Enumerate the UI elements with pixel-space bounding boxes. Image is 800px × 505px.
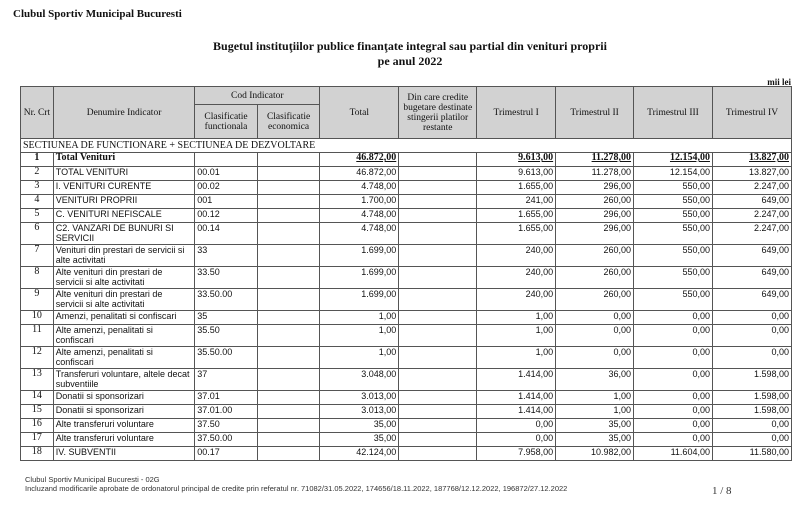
code-functional: 35 [195,311,258,325]
q2-value: 296,00 [556,209,634,223]
arrears-value [399,391,477,405]
row-number: 4 [21,195,54,209]
code-economic [257,325,320,347]
row-number: 6 [21,223,54,245]
q4-value: 0,00 [712,419,791,433]
row-number: 8 [21,267,54,289]
q2-value: 0,00 [556,325,634,347]
code-economic [257,181,320,195]
code-economic [257,267,320,289]
arrears-value [399,289,477,311]
indicator-name: Donatii si sponsorizari [53,405,194,419]
q3-value: 12.154,00 [634,167,713,181]
q4-value: 649,00 [712,245,791,267]
q1-value: 1.414,00 [477,369,556,391]
col-cod-economic: Clasificatie economica [257,105,320,139]
q3-value: 550,00 [634,267,713,289]
col-total: Total [320,87,399,139]
code-functional: 00.12 [195,209,258,223]
total-value: 4.748,00 [320,181,399,195]
footer-note: Incluzand modificarile aprobate de ordonatorul principal de credite prin referatul nr. 71082/31.05.2022, 174656/18.11.2022, 187768/12.12.2022, 196872/27.12.2022 [25,484,568,493]
q2-value: 36,00 [556,369,634,391]
row-number: 3 [21,181,54,195]
code-functional: 33.50.00 [195,289,258,311]
q1-value: 9.613,00 [477,153,556,167]
q1-value: 9.613,00 [477,167,556,181]
code-economic [257,209,320,223]
code-economic [257,369,320,391]
q3-value: 0,00 [634,369,713,391]
col-q4: Trimestrul IV [712,87,791,139]
table-header [21,87,792,139]
row-number: 14 [21,391,54,405]
arrears-value [399,167,477,181]
col-name: Denumire Indicator [53,87,194,139]
total-value: 42.124,00 [320,447,399,461]
q1-value: 1,00 [477,347,556,369]
code-economic [257,223,320,245]
total-value: 1,00 [320,311,399,325]
indicator-name: Alte transferuri voluntare [53,419,194,433]
row-number: 12 [21,347,54,369]
row-number: 1 [21,153,54,167]
row-number: 7 [21,245,54,267]
total-value: 1.700,00 [320,195,399,209]
table-row [21,181,792,195]
arrears-value [399,419,477,433]
units-label: mii lei [767,77,791,87]
code-functional: 00.14 [195,223,258,245]
table-row [21,325,792,347]
code-functional: 001 [195,195,258,209]
arrears-value [399,195,477,209]
table-row [21,153,792,167]
code-economic [257,311,320,325]
q2-value: 260,00 [556,245,634,267]
total-value: 1.699,00 [320,289,399,311]
q3-value: 0,00 [634,405,713,419]
q1-value: 240,00 [477,245,556,267]
row-number: 2 [21,167,54,181]
indicator-name: Alte venituri din prestari de servicii si alte activitati [53,289,194,311]
q1-value: 1.655,00 [477,209,556,223]
q3-value: 550,00 [634,223,713,245]
arrears-value [399,433,477,447]
col-cod-functional: Clasificatie functionala [195,105,258,139]
total-value: 4.748,00 [320,223,399,245]
code-functional: 37.50 [195,419,258,433]
row-number: 18 [21,447,54,461]
indicator-name: IV. SUBVENTII [53,447,194,461]
indicator-name: Transferuri voluntare, altele decat subventiile [53,369,194,391]
q4-value: 649,00 [712,267,791,289]
q3-value: 0,00 [634,433,713,447]
q2-value: 10.982,00 [556,447,634,461]
arrears-value [399,267,477,289]
q1-value: 0,00 [477,433,556,447]
arrears-value [399,369,477,391]
indicator-name: Venituri din prestari de servicii si alte activitati [53,245,194,267]
q1-value: 1.414,00 [477,391,556,405]
indicator-name: Donatii si sponsorizari [53,391,194,405]
total-value: 3.013,00 [320,391,399,405]
indicator-name: Amenzi, penalitati si confiscari [53,311,194,325]
q4-value: 11.580,00 [712,447,791,461]
col-q1: Trimestrul I [477,87,556,139]
arrears-value [399,223,477,245]
q4-value: 649,00 [712,289,791,311]
code-economic [257,245,320,267]
q1-value: 1.655,00 [477,223,556,245]
col-q2: Trimestrul II [556,87,634,139]
code-functional: 00.17 [195,447,258,461]
total-value: 35,00 [320,419,399,433]
q4-value: 0,00 [712,433,791,447]
row-number: 9 [21,289,54,311]
code-functional: 37 [195,369,258,391]
total-value: 3.013,00 [320,405,399,419]
indicator-name: C2. VANZARI DE BUNURI SI SERVICII [53,223,194,245]
indicator-name: I. VENITURI CURENTE [53,181,194,195]
total-value: 3.048,00 [320,369,399,391]
q1-value: 0,00 [477,419,556,433]
q2-value: 35,00 [556,419,634,433]
table-row [21,447,792,461]
arrears-value [399,447,477,461]
table-row [21,245,792,267]
row-number: 15 [21,405,54,419]
q2-value: 11.278,00 [556,153,634,167]
code-functional: 37.01.00 [195,405,258,419]
q1-value: 7.958,00 [477,447,556,461]
q1-value: 1.655,00 [477,181,556,195]
table-row [21,405,792,419]
q1-value: 240,00 [477,289,556,311]
table-row [21,209,792,223]
table-row [21,223,792,245]
code-economic [257,167,320,181]
q2-value: 260,00 [556,195,634,209]
q2-value: 296,00 [556,223,634,245]
code-functional: 00.01 [195,167,258,181]
q4-value: 1.598,00 [712,391,791,405]
indicator-name: Total Venituri [53,153,194,167]
q3-value: 550,00 [634,289,713,311]
q4-value: 1.598,00 [712,405,791,419]
code-economic [257,419,320,433]
code-economic [257,195,320,209]
table-body [21,139,792,461]
code-functional: 33 [195,245,258,267]
q2-value: 1,00 [556,405,634,419]
table-row [21,433,792,447]
col-arrears: Din care credite bugetare destinate stingerii platilor restante [399,87,477,139]
row-number: 10 [21,311,54,325]
q1-value: 1,00 [477,325,556,347]
table-row [21,311,792,325]
table-row [21,369,792,391]
q3-value: 11.604,00 [634,447,713,461]
total-value: 35,00 [320,433,399,447]
q2-value: 11.278,00 [556,167,634,181]
q1-value: 240,00 [477,267,556,289]
q2-value: 0,00 [556,311,634,325]
arrears-value [399,181,477,195]
indicator-name: Alte amenzi, penalitati si confiscari [53,325,194,347]
q4-value: 1.598,00 [712,369,791,391]
table-row [21,289,792,311]
total-value: 1,00 [320,347,399,369]
total-value: 1,00 [320,325,399,347]
arrears-value [399,153,477,167]
total-value: 46.872,00 [320,167,399,181]
code-functional [195,153,258,167]
arrears-value [399,405,477,419]
code-functional: 35.50 [195,325,258,347]
q2-value: 0,00 [556,347,634,369]
q2-value: 296,00 [556,181,634,195]
q3-value: 0,00 [634,419,713,433]
row-number: 5 [21,209,54,223]
q4-value: 0,00 [712,325,791,347]
q3-value: 550,00 [634,209,713,223]
q4-value: 0,00 [712,311,791,325]
table-row [21,195,792,209]
q4-value: 0,00 [712,347,791,369]
col-q3: Trimestrul III [634,87,713,139]
code-functional: 00.02 [195,181,258,195]
indicator-name: VENITURI PROPRII [53,195,194,209]
organization-name: Clubul Sportiv Municipal Bucuresti [13,8,182,20]
q1-value: 1,00 [477,311,556,325]
q1-value: 1.414,00 [477,405,556,419]
code-economic [257,405,320,419]
indicator-name: Alte transferuri voluntare [53,433,194,447]
q4-value: 649,00 [712,195,791,209]
arrears-value [399,209,477,223]
table-row [21,391,792,405]
q4-value: 2.247,00 [712,223,791,245]
code-functional: 37.01 [195,391,258,405]
q4-value: 2.247,00 [712,181,791,195]
footer-organization: Clubul Sportiv Municipal Bucuresti - 02G [25,475,160,484]
indicator-name: TOTAL VENITURI [53,167,194,181]
row-number: 16 [21,419,54,433]
code-economic [257,347,320,369]
arrears-value [399,325,477,347]
q2-value: 1,00 [556,391,634,405]
section-title: SECTIUNEA DE FUNCTIONARE + SECTIUNEA DE DEZVOLTARE [21,139,792,153]
q4-value: 2.247,00 [712,209,791,223]
q3-value: 0,00 [634,311,713,325]
code-economic [257,433,320,447]
q3-value: 12.154,00 [634,153,713,167]
total-value: 46.872,00 [320,153,399,167]
row-number: 11 [21,325,54,347]
q3-value: 550,00 [634,245,713,267]
table-row [21,267,792,289]
row-number: 17 [21,433,54,447]
indicator-name: Alte amenzi, penalitati si confiscari [53,347,194,369]
code-functional: 35.50.00 [195,347,258,369]
table-row [21,419,792,433]
code-economic [257,391,320,405]
q1-value: 241,00 [477,195,556,209]
document-title: Bugetul instituţiilor publice finanţate integral sau partial din venituri proprii [213,39,607,53]
col-nr: Nr. Crt [21,87,54,139]
q2-value: 260,00 [556,289,634,311]
code-functional: 33.50 [195,267,258,289]
q2-value: 260,00 [556,267,634,289]
arrears-value [399,311,477,325]
row-number: 13 [21,369,54,391]
col-cod-group: Cod Indicator [195,87,320,105]
code-economic [257,153,320,167]
total-value: 4.748,00 [320,209,399,223]
q4-value: 13.827,00 [712,153,791,167]
code-economic [257,289,320,311]
arrears-value [399,347,477,369]
indicator-name: Alte venituri din prestari de servicii si alte activitati [53,267,194,289]
total-value: 1.699,00 [320,245,399,267]
q3-value: 0,00 [634,347,713,369]
q3-value: 550,00 [634,195,713,209]
indicator-name: C. VENITURI NEFISCALE [53,209,194,223]
arrears-value [399,245,477,267]
q2-value: 35,00 [556,433,634,447]
budget-table [20,86,792,461]
code-economic [257,447,320,461]
table-row [21,347,792,369]
q3-value: 0,00 [634,325,713,347]
document-subtitle-year: pe anul 2022 [377,54,443,68]
page-indicator: 1 / 8 [712,485,732,497]
table-row [21,167,792,181]
q3-value: 0,00 [634,391,713,405]
q3-value: 550,00 [634,181,713,195]
code-functional: 37.50.00 [195,433,258,447]
q4-value: 13.827,00 [712,167,791,181]
total-value: 1.699,00 [320,267,399,289]
